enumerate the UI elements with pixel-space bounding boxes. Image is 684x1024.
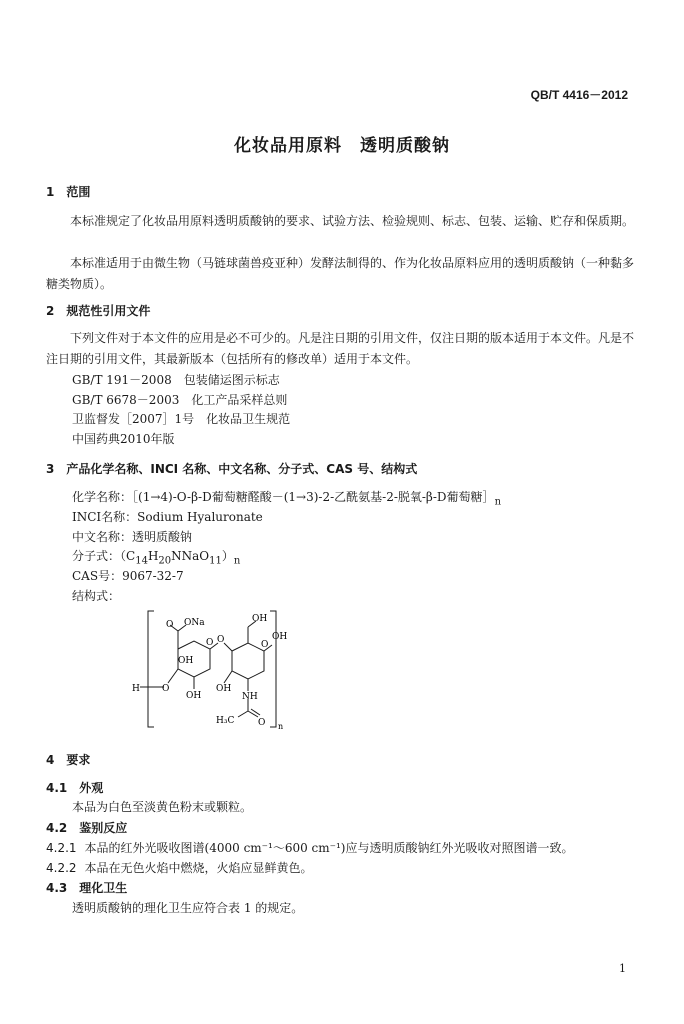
section-4-3-text: 透明质酸钠的理化卫生应符合表 1 的规定。 [72,901,304,915]
structure-ona: ONa [184,618,205,628]
molecular-formula [72,547,240,566]
cas-number: CAS号：9067-32-7 [72,569,184,583]
ring-2 [232,643,264,679]
section-4-2-1-text: 本品的红外光吸收图谱(4000 cm⁻¹～600 cm⁻¹)应与透明质酸钠红外光吸收对照图谱一致。 [84,841,574,855]
section-4-1-text: 本品为白色至淡黄色粉末或颗粒。 [72,800,253,814]
section-1-heading: 1 范围 [46,185,91,199]
structure-oh-bottom-2: OH [216,684,232,694]
chemical-name-subscript: n [494,496,502,508]
structure-o-left: O [162,684,170,694]
formula-h-count: 20 [158,555,172,567]
formula-rest: NNaO [171,549,210,563]
chemical-name-label: 化学名称： [72,490,133,504]
formula-o-count: 11 [209,555,222,567]
formula-close: ） [221,549,234,563]
chemical-name [72,488,501,507]
section-4-2-heading: 4.2 鉴别反应 [46,821,128,835]
section-4-3-heading: 4.3 理化卫生 [46,881,128,895]
structure-h3c: H₃C [216,716,235,726]
formula-c-count: 14 [135,555,148,567]
formula-c: C [126,549,136,563]
page-number: 1 [619,962,626,975]
section-4-2-1-number: 4.2.1 [46,841,77,855]
structure-h: H [132,684,140,694]
formula-subscript: n [233,555,241,567]
reference-item: 卫监督发［2007］1号 化妆品卫生规范 [72,412,291,426]
structure-oh-1: OH [178,656,194,666]
reference-item: 中国药典2010年版 [72,432,175,446]
section-1-paragraph-1: 本标准规定了化妆品用原料透明质酸钠的要求、试验方法、检验规则、标志、包装、运输、贮存和保质期。 [70,214,635,228]
formula-h: H [147,549,159,563]
structure-o-amide: O [258,718,266,728]
section-3-heading: 3 产品化学名称、INCI 名称、中文名称、分子式、CAS 号、结构式 [46,462,418,476]
structure-o-ring-2: O [261,640,269,650]
structure-o-ring-1: O [206,638,214,648]
inci-name: INCI名称：Sodium Hyaluronate [72,510,263,524]
structure-o-link: O [217,635,225,645]
section-4-heading: 4 要求 [46,753,91,767]
structural-formula [120,605,290,733]
formula-label: 分子式：（ [72,549,127,563]
reference-item: GB/T 191－2008 包装储运图示标志 [72,373,280,387]
structure-n: n [278,722,284,731]
section-4-2-2-text: 本品在无色火焰中燃烧，火焰应显鲜黄色。 [84,861,313,875]
structure-oh-bottom-1: OH [186,691,202,701]
right-bracket [270,611,276,727]
standard-number: QB/T 4416－2012 [530,88,628,102]
section-2-paragraph: 下列文件对于本文件的应用是必不可少的。凡是注日期的引用文件，仅注日期的版本适用于本文件。凡是不注日期的引用文件，其最新版本（包括所有的修改单）适用于本文件。 [46,331,635,366]
chemical-name-value: ［(1→4)-O-β-D葡萄糖醛酸－(1→3)-2-乙酰氨基-2-脱氧-β-D葡萄糖］ [132,490,495,504]
section-1-paragraph-2: 本标准适用于由微生物（马链球菌兽疫亚种）发酵法制得的、作为化妆品原料应用的透明质酸钠（一种黏多糖类物质）。 [46,256,635,291]
section-4-2-2 [46,859,313,876]
left-bracket [148,611,154,727]
document-title: 化妆品用原料 透明质酸钠 [234,136,450,156]
structure-label: 结构式： [72,589,121,603]
structure-o-carboxyl: O [166,620,174,630]
section-4-1-heading: 4.1 外观 [46,781,104,795]
structure-nh: NH [242,692,258,702]
section-4-2-2-number: 4.2.2 [46,861,77,875]
reference-item: GB/T 6678－2003 化工产品采样总则 [72,393,288,407]
section-4-2-1 [46,839,573,856]
section-2-heading: 2 规范性引用文件 [46,304,151,318]
structure-oh-top: OH [252,614,268,624]
chinese-name: 中文名称：透明质酸钠 [72,530,193,544]
structure-oh-right: OH [272,632,288,642]
